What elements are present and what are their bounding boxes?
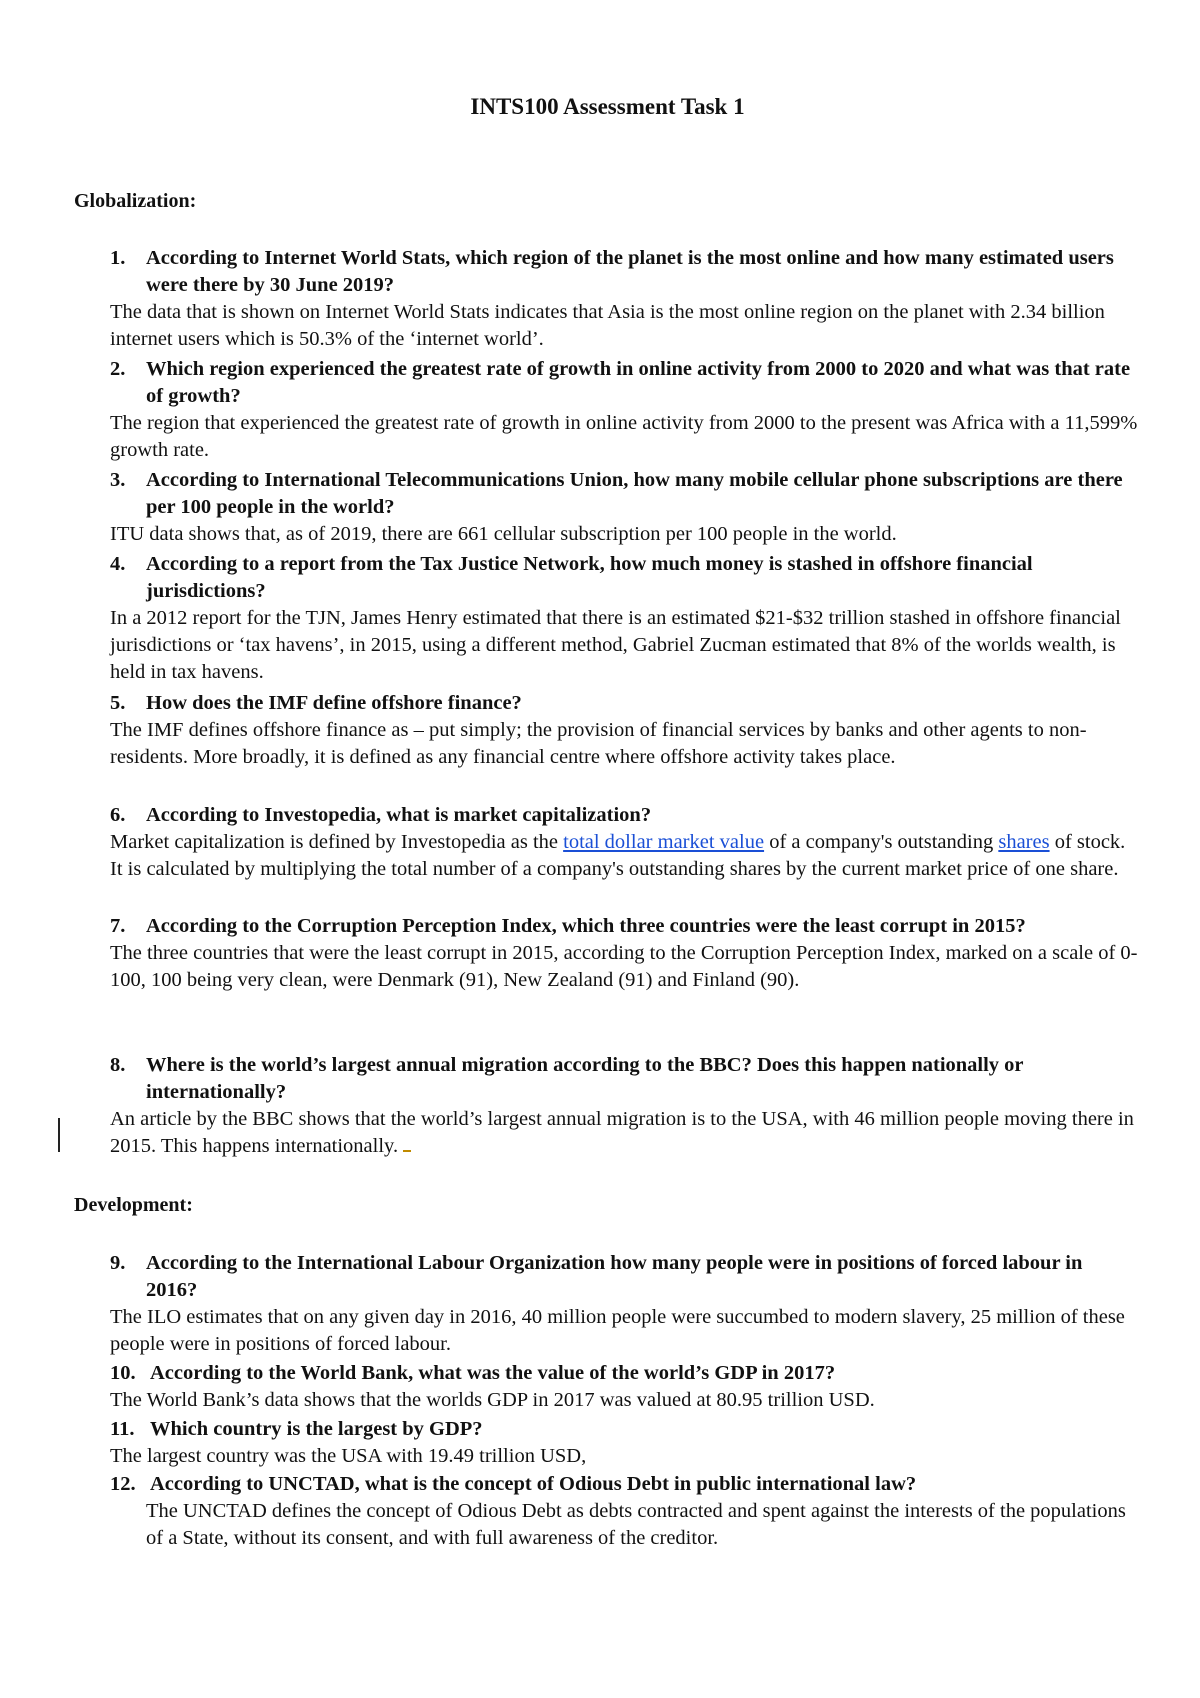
question-text: According to Investopedia, what is market capitalization?	[146, 804, 652, 826]
question-number: 6.	[110, 804, 126, 826]
answer-text: The IMF defines offshore finance as – put simply; the provision of financial services by banks and other agents to non-residents. More broadly, it is defined as any financial centre where offshore activity takes place.	[110, 719, 1087, 768]
question-number: 9.	[110, 1252, 126, 1274]
question	[0, 467, 1136, 521]
answer-text: The UNCTAD defines the concept of Odious Debt as debts contracted and spent against the interests of the populations of a State, without its consent, and with full awareness of the creditor.	[146, 1500, 1126, 1549]
answer-text: The three countries that were the least corrupt in 2015, according to the Corruption Perception Index, marked on a scale of 0-100, 100 being very clean, were Denmark (91), New Zealand (91) and Finland (90).	[110, 942, 1138, 991]
question-text: Where is the world’s largest annual migration according to the BBC? Does this happen nationally or internationally?	[146, 1054, 1024, 1103]
section-heading-development: Development:	[74, 1194, 193, 1216]
question-number: 4.	[110, 553, 126, 575]
question-text: According to the International Labour Organization how many people were in positions of forced labour in 2016?	[146, 1252, 1083, 1301]
question-text: According to International Telecommunications Union, how many mobile cellular phone subscriptions are there per 100 people in the world?	[146, 469, 1123, 518]
question-number: 12.	[110, 1473, 136, 1495]
answer-text-end: of stock. It is calculated by multiplying the total number of a company's outstanding shares by the current market price of one share.	[110, 831, 1126, 880]
answer-text: The World Bank’s data shows that the worlds GDP in 2017 was valued at 80.95 trillion USD.	[110, 1389, 875, 1411]
answer-text: The largest country was the USA with 19.49 trillion USD,	[110, 1445, 587, 1467]
answer-text: ITU data shows that, as of 2019, there are 661 cellular subscription per 100 people in the world.	[110, 523, 897, 545]
question-text: According to the World Bank, what was the value of the world’s GDP in 2017?	[150, 1362, 836, 1384]
question-number: 8.	[110, 1054, 126, 1076]
question	[0, 1052, 1136, 1106]
edit-marker	[403, 1136, 411, 1152]
question	[0, 913, 1136, 940]
text-cursor	[58, 1118, 60, 1152]
question-text: According to UNCTAD, what is the concept of Odious Debt in public international law?	[150, 1473, 917, 1495]
market-value-link[interactable]: total dollar market value	[563, 831, 765, 853]
question	[0, 551, 1136, 605]
shares-link[interactable]: shares	[998, 831, 1050, 853]
question-number: 11.	[110, 1418, 135, 1440]
question	[0, 802, 1136, 829]
question-text: According to a report from the Tax Justice Network, how much money is stashed in offshore financial jurisdictions?	[146, 553, 1033, 602]
answer-text-middle: of a company's outstanding	[764, 831, 999, 853]
question-text: According to Internet World Stats, which region of the planet is the most online and how many estimated users were there by 30 June 2019?	[146, 247, 1114, 296]
question	[0, 1250, 1136, 1304]
question	[0, 356, 1136, 410]
qa-item	[0, 1471, 1200, 1552]
answer-text: The ILO estimates that on any given day in 2016, 40 million people were succumbed to modern slavery, 25 million of these people were in positions of forced labour.	[110, 1306, 1125, 1355]
qa-item	[0, 913, 1200, 994]
question	[0, 245, 1136, 299]
qa-item	[0, 690, 1200, 771]
answer-text-start: Market capitalization is defined by Investopedia as the	[110, 831, 564, 853]
qa-item	[0, 1250, 1200, 1358]
qa-item	[0, 1416, 1200, 1470]
question-number: 5.	[110, 692, 126, 714]
answer-text	[0, 1106, 1140, 1160]
question-number: 2.	[110, 358, 126, 380]
qa-item	[0, 802, 1200, 883]
question	[0, 1360, 1140, 1387]
answer-text: In a 2012 report for the TJN, James Henry estimated that there is an estimated $21-$32 trillion stashed in offshore financial jurisdictions or ‘tax havens’, in 2015, using a different method, Gabriel Zucman estimated that 8% of the worlds wealth, is held in tax havens.	[110, 607, 1121, 683]
question-text: Which country is the largest by GDP?	[150, 1418, 483, 1440]
answer-text: The data that is shown on Internet World Stats indicates that Asia is the most online region on the planet with 2.34 billion internet users which is 50.3% of the ‘internet world’.	[110, 301, 1105, 350]
qa-item	[0, 467, 1200, 548]
question	[0, 1471, 1140, 1498]
qa-item	[0, 245, 1200, 353]
qa-item	[0, 551, 1200, 686]
section-heading-globalization: Globalization:	[74, 190, 197, 212]
question	[0, 1416, 1140, 1443]
answer-text	[0, 829, 1140, 883]
page-title: INTS100 Assessment Task 1	[470, 94, 745, 119]
question-number: 1.	[110, 247, 126, 269]
qa-item	[0, 1360, 1200, 1414]
question-text: Which region experienced the greatest rate of growth in online activity from 2000 to 2020 and what was that rate of growth?	[146, 358, 1131, 407]
question-text: How does the IMF define offshore finance?	[146, 692, 522, 714]
answer-text-body: An article by the BBC shows that the world’s largest annual migration is to the USA, with 46 million people moving there in 2015. This happens internationally.	[110, 1108, 1134, 1157]
question-number: 3.	[110, 469, 126, 491]
answer-text: The region that experienced the greatest rate of growth in online activity from 2000 to the present was Africa with a 11,599% growth rate.	[110, 412, 1138, 461]
question-number: 10.	[110, 1362, 136, 1384]
question	[0, 690, 1136, 717]
question-text: According to the Corruption Perception Index, which three countries were the least corrupt in 2015?	[146, 915, 1026, 937]
qa-item	[0, 356, 1200, 464]
question-number: 7.	[110, 915, 126, 937]
qa-item	[0, 1052, 1200, 1160]
